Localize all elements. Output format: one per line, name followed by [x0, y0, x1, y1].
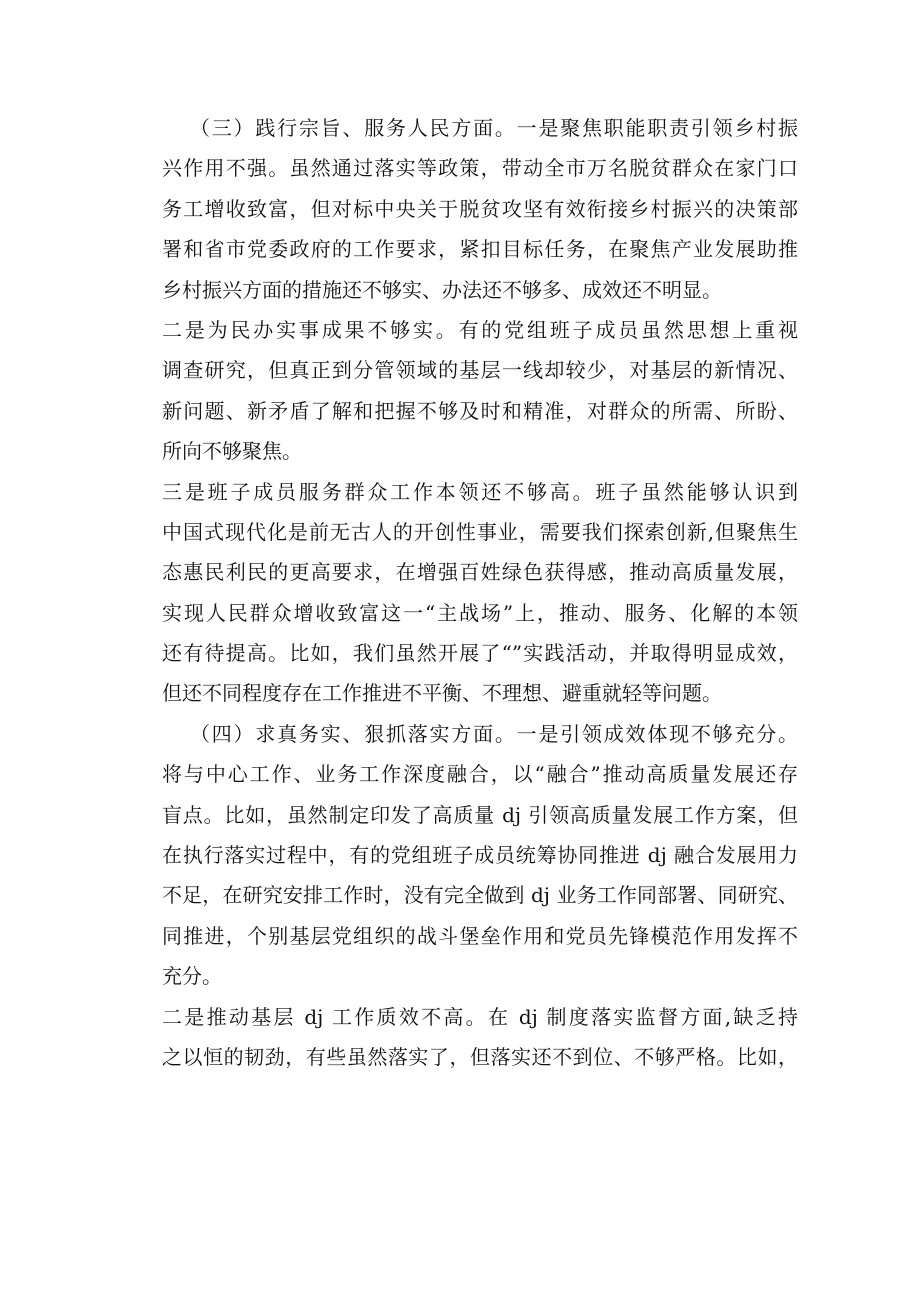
text-line: （三）践行宗旨、服务人民方面。一是聚焦职能职责引领乡村振: [190, 116, 798, 140]
text-line: 但还不同程度存在工作推进不平衡、不理想、避重就轻等问题。: [162, 681, 722, 706]
text-line: 实现人民群众增收致富这一“主战场”上，推动、服务、化解的本领: [162, 600, 798, 625]
text-line: 三是班子成员服务群众工作本领还不够高。班子虽然能够认识到: [162, 479, 798, 504]
text-line: 二是推动基层 dj 工作质效不高。在 dj 制度落实监督方面,缺乏持: [162, 1004, 798, 1029]
text-line: 充分。: [162, 964, 222, 989]
text-line: 所向不够聚焦。: [162, 439, 302, 464]
text-line: 调查研究，但真正到分管领域的基层一线却较少，对基层的新情况、: [162, 358, 798, 383]
text-line: 二是为民办实事成果不够实。有的党组班子成员虽然思想上重视: [162, 317, 798, 342]
text-line: 之以恒的韧劲，有些虽然落实了，但落实还不到位、不够严格。比如，: [162, 1044, 798, 1069]
text-line: 还有待提高。比如，我们虽然开展了“”实践活动，并取得明显成效，: [162, 641, 798, 666]
paragraph-section-four: [162, 714, 798, 997]
paragraph-point-two: [162, 310, 798, 472]
text-line: 中国式现代化是前无古人的开创性事业，需要我们探索创新,但聚焦生: [162, 519, 798, 544]
text-line: 不足，在研究安排工作时，没有完全做到 dj 业务工作同部署、同研究、: [162, 883, 798, 908]
text-line: （四）求真务实、狠抓落实方面。一是引领成效体现不够充分。: [190, 721, 798, 746]
text-line: 在执行落实过程中，有的党组班子成员统筹协同推进 dj 融合发展用力: [162, 843, 798, 868]
text-line: 务工增收致富，但对标中央关于脱贫攻坚有效衔接乡村振兴的决策部: [162, 196, 798, 221]
text-line: 同推进，个别基层党组织的战斗堡垒作用和党员先锋模范作用发挥不: [162, 923, 798, 948]
text-line: 署和省市党委政府的工作要求，紧扣目标任务，在聚焦产业发展助推: [162, 237, 798, 262]
text-line: 新问题、新矛盾了解和把握不够及时和精准，对群众的所需、所盼、: [162, 398, 798, 423]
paragraph-point-three: [162, 472, 798, 714]
document-body: [162, 108, 798, 1077]
paragraph-point-two-section-four: [162, 997, 798, 1078]
text-line: 盲点。比如，虽然制定印发了高质量 dj 引领高质量发展工作方案，但: [162, 802, 798, 827]
text-line: 兴作用不强。虽然通过落实等政策，带动全市万名脱贫群众在家门口: [162, 156, 798, 181]
text-line: 乡村振兴方面的措施还不够实、办法还不够多、成效还不明显。: [162, 277, 722, 302]
paragraph-section-three: [162, 108, 798, 310]
text-line: 态惠民利民的更高要求，在增强百姓绿色获得感，推动高质量发展，: [162, 560, 798, 585]
text-line: 将与中心工作、业务工作深度融合，以“融合”推动高质量发展还存: [162, 762, 798, 787]
